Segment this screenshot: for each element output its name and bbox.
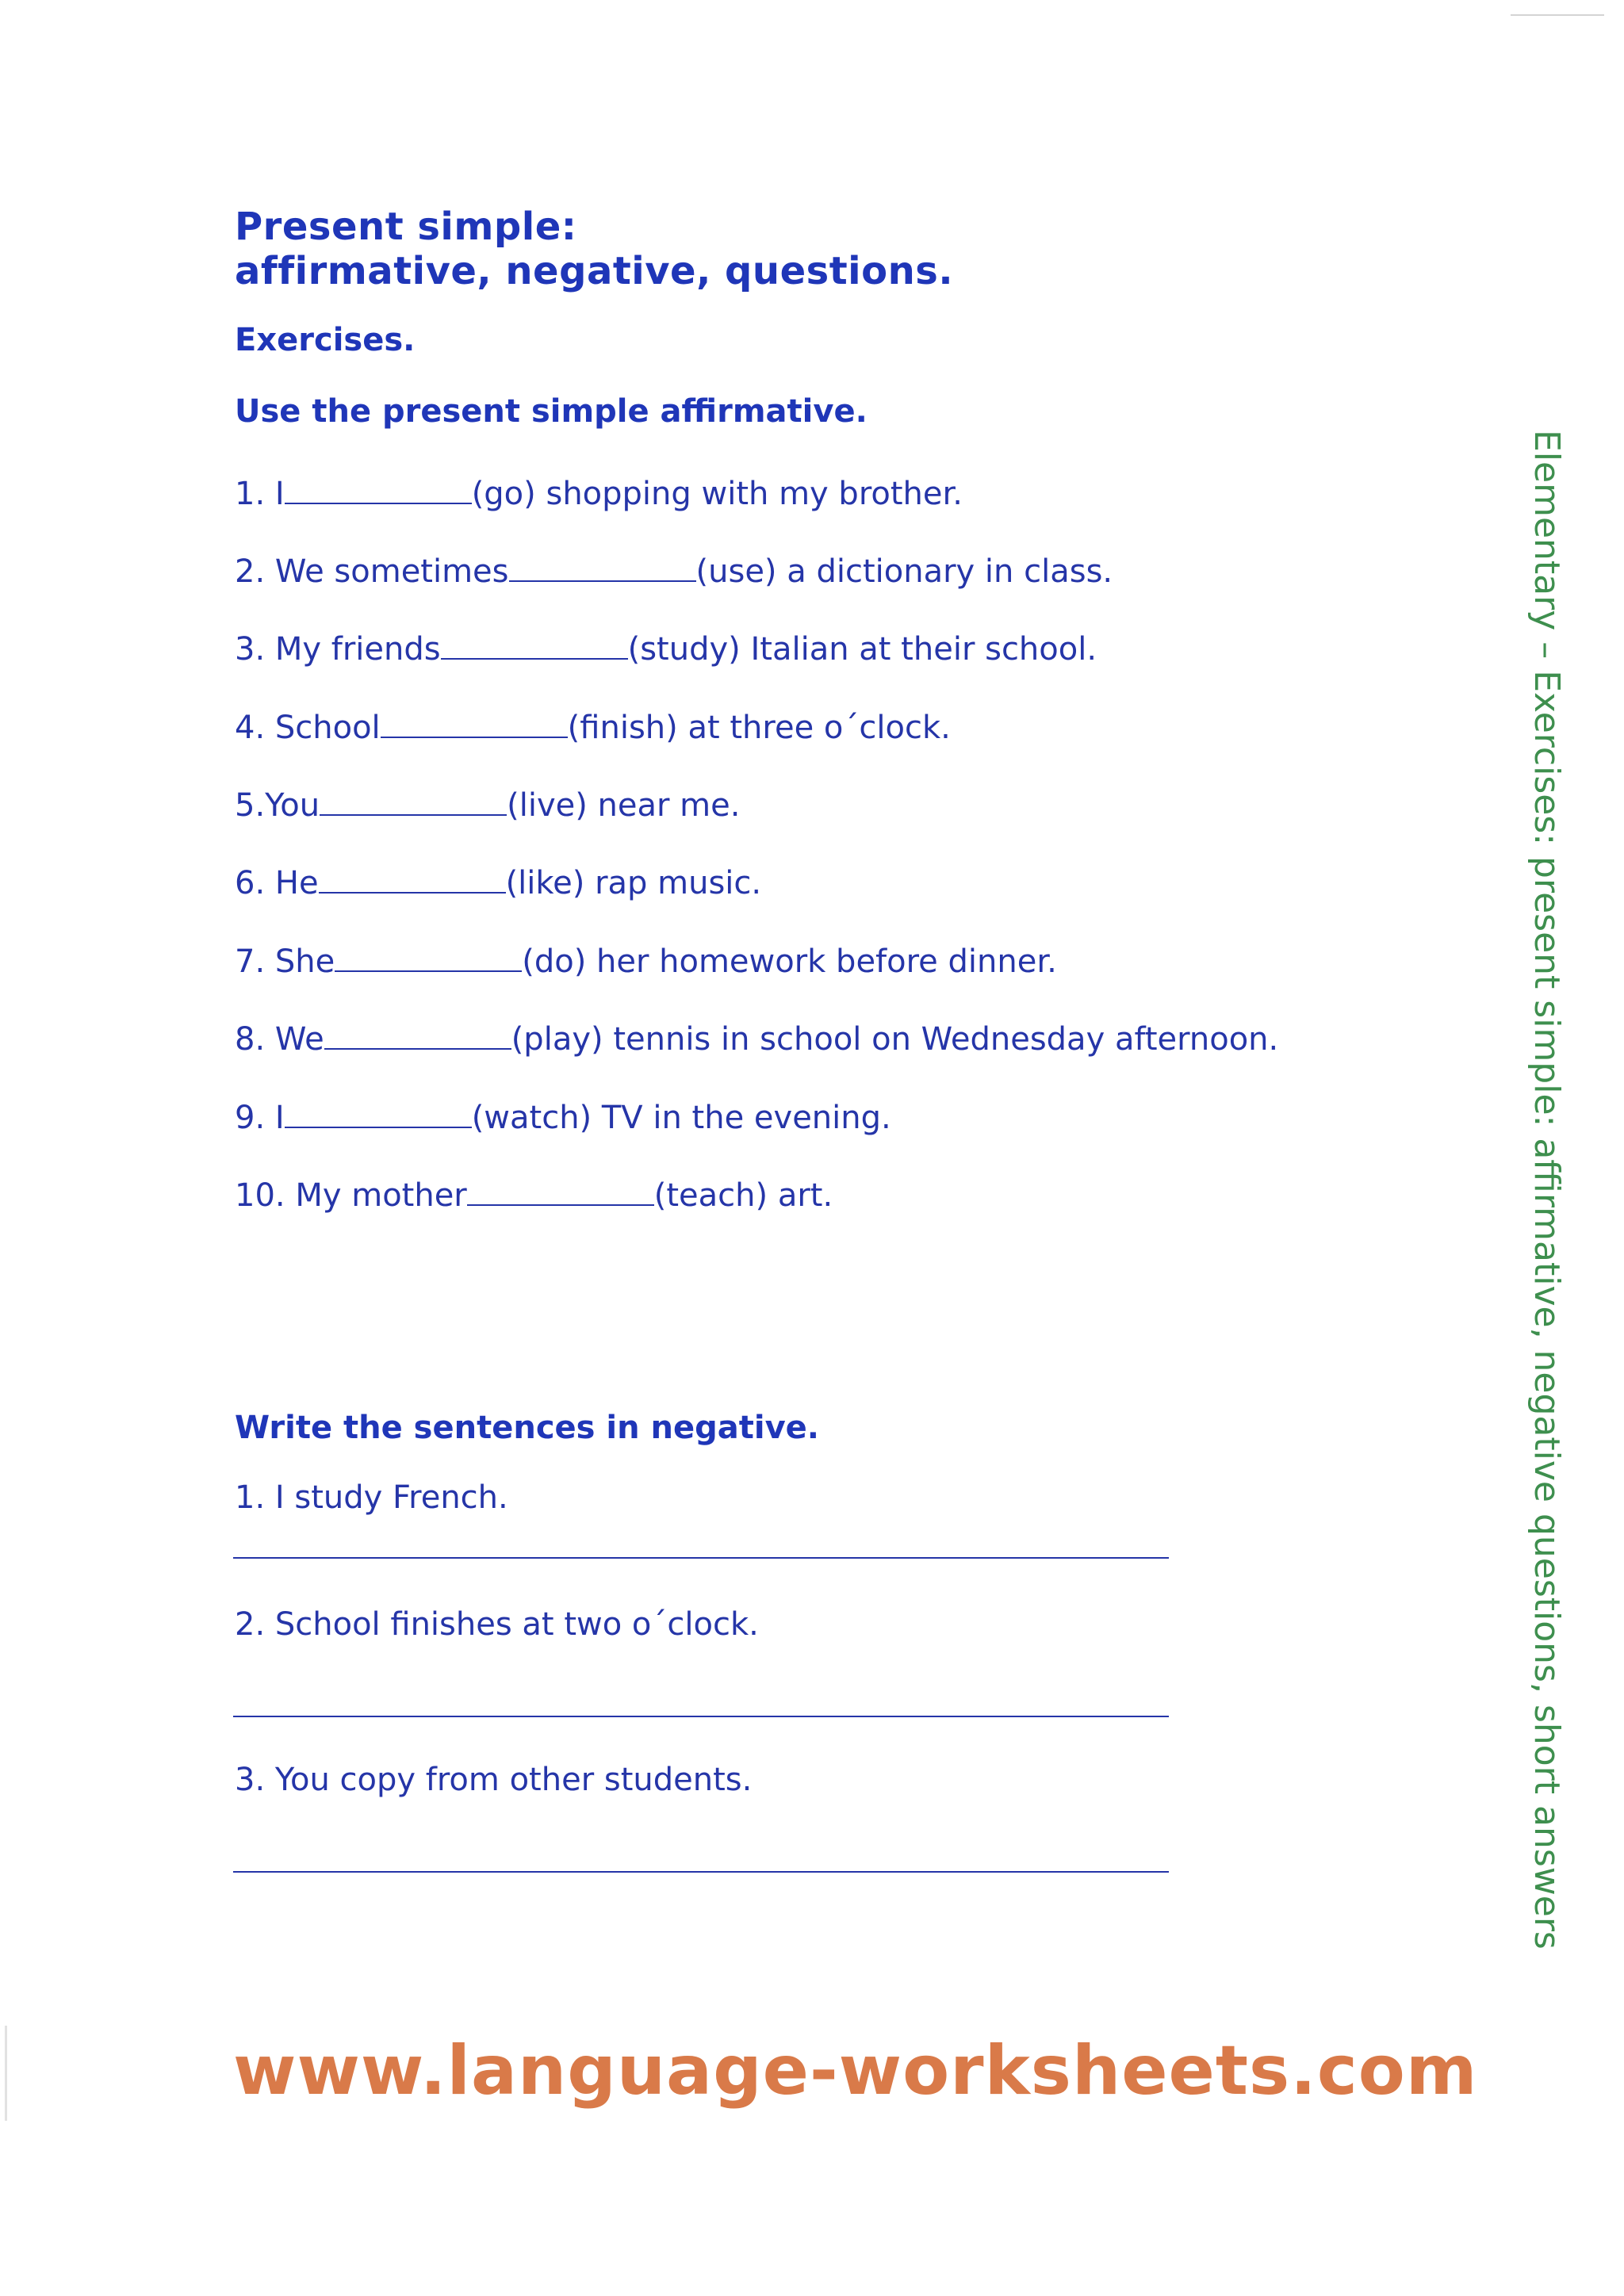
exercise-item-1 bbox=[235, 476, 963, 512]
title-line-1: Present simple: bbox=[235, 205, 577, 249]
answer-line-3[interactable] bbox=[233, 1871, 1169, 1873]
answer-blank[interactable] bbox=[441, 631, 628, 660]
negative-item-1: 1. I study French. bbox=[235, 1479, 508, 1516]
exercise-item-7 bbox=[235, 943, 1057, 980]
negative-item-3: 3. You copy from other students. bbox=[235, 1762, 753, 1798]
item-prompt: 6. He bbox=[235, 865, 319, 901]
exercise-item-9 bbox=[235, 1100, 891, 1136]
answer-blank[interactable] bbox=[319, 865, 506, 894]
item-rest: (play) tennis in school on Wednesday afternoon. bbox=[511, 1021, 1279, 1058]
exercise-item-10 bbox=[235, 1177, 833, 1214]
item-rest: (go) shopping with my brother. bbox=[471, 476, 963, 512]
negative-item-2: 2. School finishes at two o´clock. bbox=[235, 1606, 759, 1643]
item-prompt: 8. We bbox=[235, 1021, 324, 1058]
title-line-2: affirmative, negative, questions. bbox=[235, 249, 954, 293]
item-rest: (finish) at three o´clock. bbox=[567, 710, 951, 746]
item-prompt: 1. I bbox=[235, 476, 285, 512]
exercise-item-2 bbox=[235, 553, 1113, 590]
answer-blank[interactable] bbox=[320, 787, 507, 816]
answer-blank[interactable] bbox=[335, 943, 522, 972]
exercise-item-4 bbox=[235, 710, 951, 746]
footer-url[interactable]: www.language-worksheets.com bbox=[233, 2031, 1478, 2110]
item-rest: (teach) art. bbox=[653, 1177, 833, 1214]
exercise-item-5 bbox=[235, 787, 740, 824]
left-edge-mark bbox=[5, 2026, 7, 2121]
item-rest: (do) her homework before dinner. bbox=[522, 943, 1057, 980]
top-divider bbox=[1511, 14, 1604, 16]
exercise-item-3 bbox=[235, 631, 1097, 668]
item-prompt: 3. My friends bbox=[235, 631, 441, 668]
item-prompt: 4. School bbox=[235, 710, 381, 746]
item-prompt: 10. My mother bbox=[235, 1177, 467, 1214]
side-caption: Elementary – Exercises: present simple: affirmative, negative questions, short answers bbox=[1526, 430, 1567, 1950]
answer-blank[interactable] bbox=[381, 710, 568, 738]
item-rest: (watch) TV in the evening. bbox=[471, 1100, 891, 1136]
exercises-label: Exercises. bbox=[235, 322, 416, 358]
item-rest: (use) a dictionary in class. bbox=[695, 553, 1113, 590]
answer-blank[interactable] bbox=[285, 1100, 472, 1128]
exercise-item-8 bbox=[235, 1021, 1278, 1058]
answer-blank[interactable] bbox=[285, 476, 472, 504]
section2-instruction: Write the sentences in negative. bbox=[235, 1410, 819, 1446]
answer-blank[interactable] bbox=[509, 553, 696, 582]
item-prompt: 7. She bbox=[235, 943, 335, 980]
answer-line-1[interactable] bbox=[233, 1557, 1169, 1559]
answer-blank[interactable] bbox=[324, 1021, 511, 1050]
item-prompt: 9. I bbox=[235, 1100, 285, 1136]
exercise-item-6 bbox=[235, 865, 761, 901]
item-rest: (live) near me. bbox=[507, 787, 741, 824]
section1-instruction: Use the present simple affirmative. bbox=[235, 393, 868, 430]
item-prompt: 5.You bbox=[235, 787, 320, 824]
answer-blank[interactable] bbox=[467, 1177, 654, 1206]
item-prompt: 2. We sometimes bbox=[235, 553, 509, 590]
item-rest: (study) Italian at their school. bbox=[627, 631, 1097, 668]
item-rest: (like) rap music. bbox=[505, 865, 762, 901]
answer-line-2[interactable] bbox=[233, 1716, 1169, 1717]
